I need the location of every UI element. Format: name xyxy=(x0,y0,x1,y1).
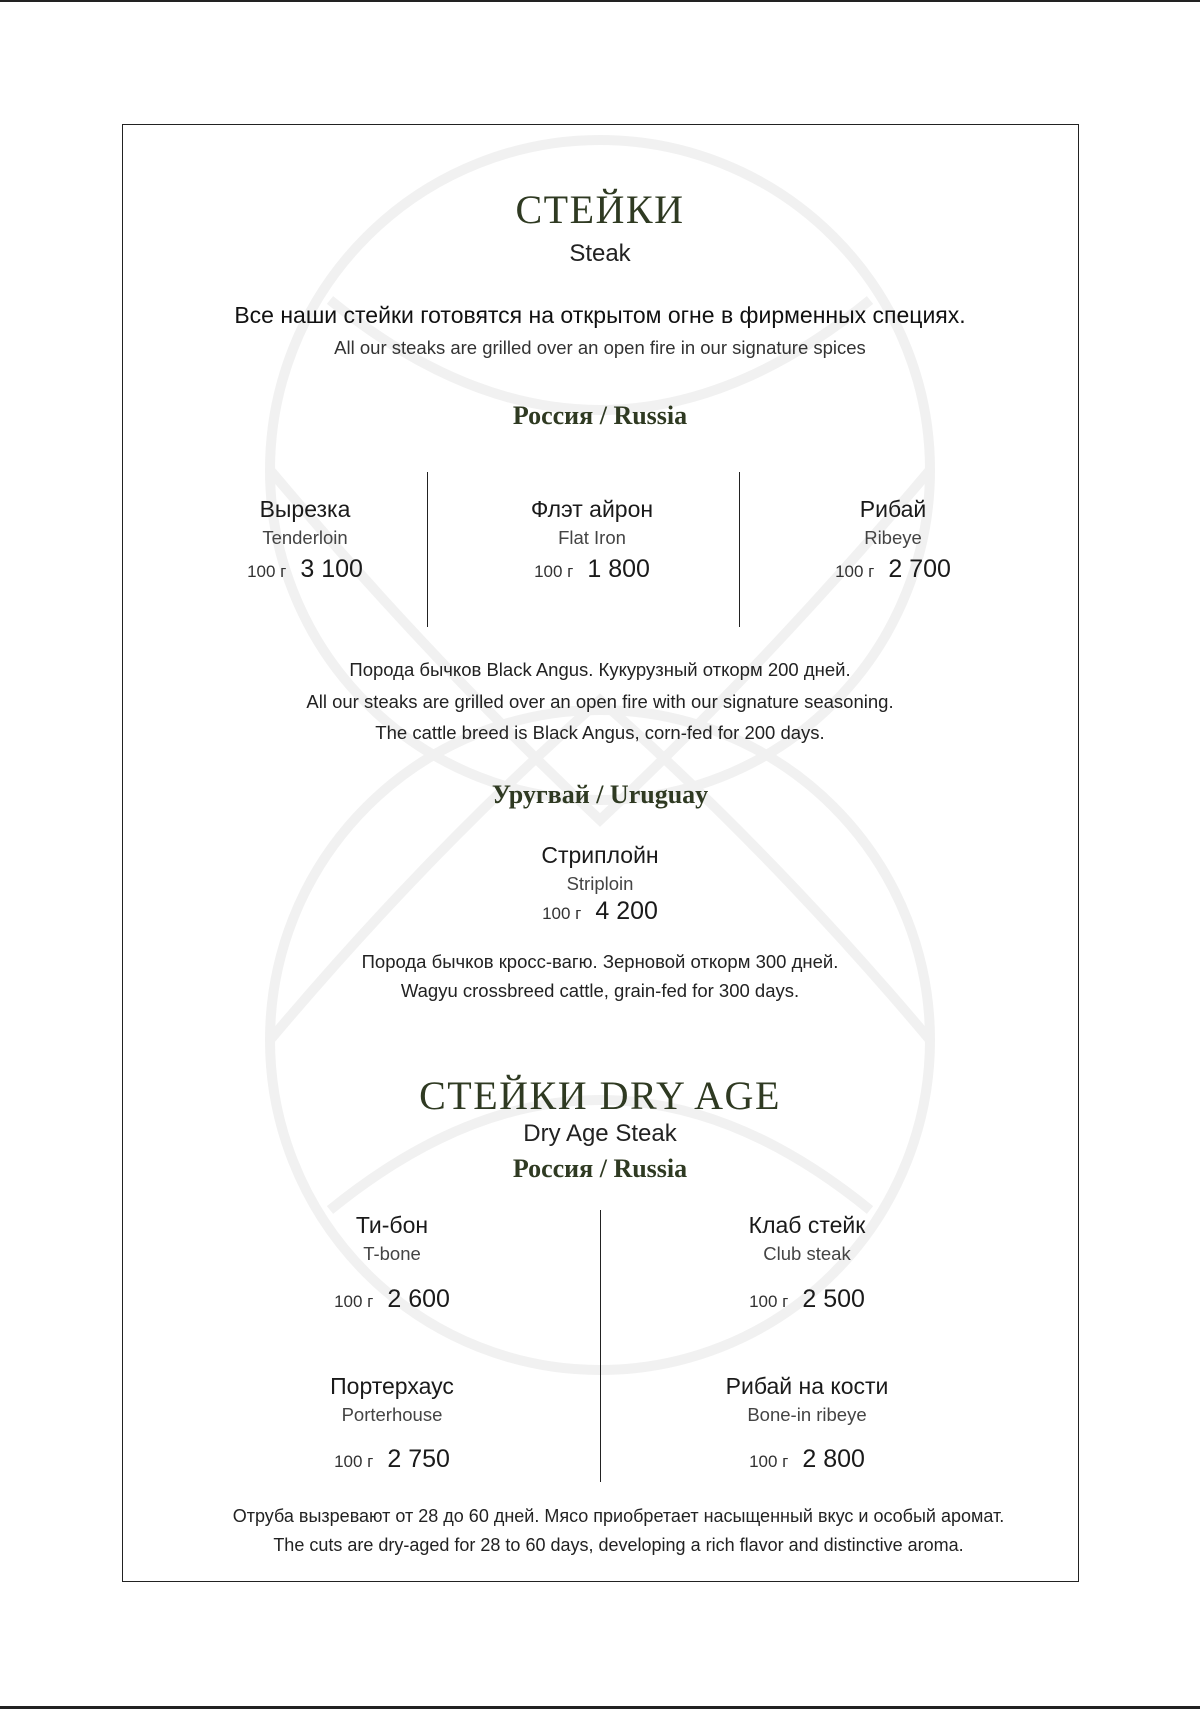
menu-item-tenderloin xyxy=(180,496,430,584)
menu-item-porterhouse xyxy=(267,1373,517,1474)
menu-item-t-bone xyxy=(267,1212,517,1314)
price-unit: 100 г xyxy=(749,1452,789,1471)
price-unit: 100 г xyxy=(334,1292,374,1311)
region-heading-uruguay: Уругвай / Uruguay xyxy=(491,780,709,809)
item-name-ru: Ти-бон xyxy=(355,1212,429,1238)
price-value: 2 600 xyxy=(387,1285,450,1313)
price-value: 3 100 xyxy=(300,555,363,583)
item-price-row xyxy=(180,555,430,584)
russia-note-line: All our steaks are grilled over an open fire with our signature seasoning. xyxy=(306,691,894,712)
item-price-row xyxy=(682,1445,932,1474)
item-price-row xyxy=(267,1285,517,1314)
section-title-dry-age: СТЕЙКИ DRY AGE xyxy=(419,1073,781,1118)
price-value: 2 700 xyxy=(888,555,951,583)
page-top-edge xyxy=(0,0,1200,2)
russia-note-line: Порода бычков Black Angus. Кукурузный откорм 200 дней. xyxy=(349,659,851,680)
item-name-ru: Рибай xyxy=(859,496,927,522)
item-price-row xyxy=(768,555,1018,584)
region-heading-russia: Россия / Russia xyxy=(512,401,688,430)
column-divider xyxy=(600,1210,601,1482)
menu-item-club-steak xyxy=(682,1212,932,1314)
price-unit: 100 г xyxy=(542,904,582,923)
intro-text-en: All our steaks are grilled over an open fire in our signature spices xyxy=(334,337,866,358)
price-unit: 100 г xyxy=(835,562,875,581)
russia-note-line: The cattle breed is Black Angus, corn-fed for 200 days. xyxy=(375,722,825,743)
price-unit: 100 г xyxy=(334,1452,374,1471)
item-name-en: Striploin xyxy=(566,873,634,894)
item-name-en: Porterhouse xyxy=(341,1404,443,1425)
item-name-en: Flat Iron xyxy=(558,527,626,548)
price-unit: 100 г xyxy=(534,562,574,581)
price-value: 2 500 xyxy=(802,1285,865,1313)
dry-age-note-line: The cuts are dry-aged for 28 to 60 days, developing a rich flavor and distinctive aroma. xyxy=(273,1535,964,1555)
item-name-en: T-bone xyxy=(363,1243,421,1264)
item-name-ru: Портерхаус xyxy=(330,1373,454,1399)
item-price-row xyxy=(682,1285,932,1314)
item-name-ru: Вырезка xyxy=(259,496,351,522)
item-name-en: Tenderloin xyxy=(262,527,348,548)
dry-age-note-line: Отруба вызревают от 28 до 60 дней. Мясо приобретает насыщенный вкус и особый аромат. xyxy=(232,1506,1005,1526)
region-heading-russia-dry-age: Россия / Russia xyxy=(512,1154,688,1183)
price-value: 1 800 xyxy=(587,555,650,583)
price-value: 4 200 xyxy=(595,897,658,925)
menu-item-flat-iron xyxy=(467,496,717,584)
item-name-ru: Стриплойн xyxy=(541,842,659,868)
item-name-en: Ribeye xyxy=(864,527,922,548)
price-value: 2 750 xyxy=(387,1445,450,1473)
section-title: СТЕЙКИ xyxy=(515,187,685,232)
menu-item-bone-in-ribeye xyxy=(682,1373,932,1474)
menu-item-ribeye xyxy=(768,496,1018,584)
item-name-ru: Флэт айрон xyxy=(530,496,654,522)
uruguay-note-line: Порода бычков кросс-вагю. Зерновой откорм 300 дней. xyxy=(361,951,839,972)
intro-text-ru: Все наши стейки готовятся на открытом огне в фирменных специях. xyxy=(234,302,966,328)
item-price-row xyxy=(467,555,717,584)
item-name-en: Bone-in ribeye xyxy=(747,1404,867,1425)
item-name-ru: Клаб стейк xyxy=(748,1212,866,1238)
section-subtitle-dry-age: Dry Age Steak xyxy=(523,1120,677,1147)
price-unit: 100 г xyxy=(749,1292,789,1311)
price-value: 2 800 xyxy=(802,1445,865,1473)
price-unit: 100 г xyxy=(247,562,287,581)
section-subtitle: Steak xyxy=(569,240,631,267)
item-name-en: Club steak xyxy=(763,1243,851,1264)
item-name-ru: Рибай на кости xyxy=(725,1373,889,1399)
column-divider xyxy=(739,472,740,627)
uruguay-note-line: Wagyu crossbreed cattle, grain-fed for 300 days. xyxy=(400,980,800,1001)
item-price-row xyxy=(267,1445,517,1474)
menu-item-striploin xyxy=(450,842,750,926)
item-price-row xyxy=(450,897,750,926)
